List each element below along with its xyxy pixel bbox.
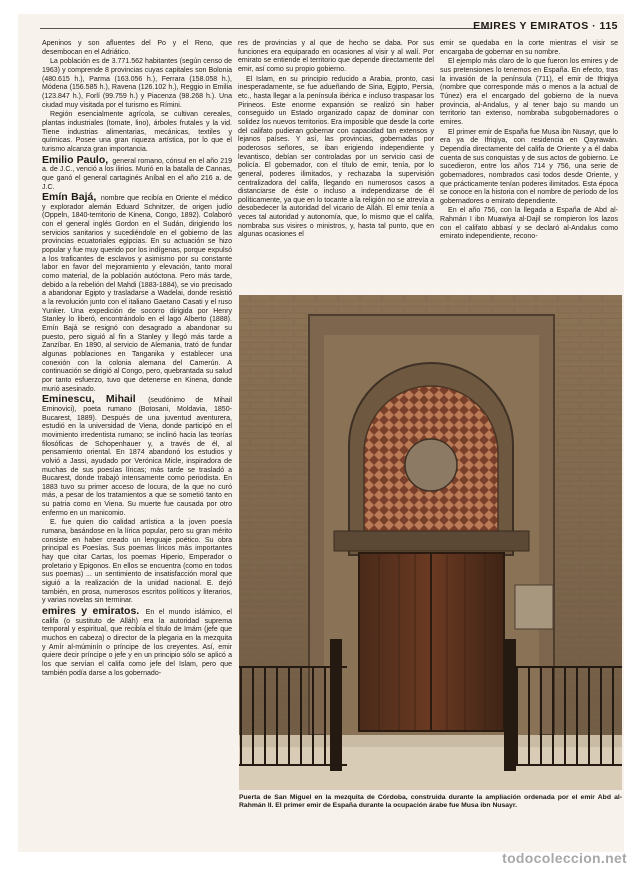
entry-heading-emin-baja: Emín Bajá, bbox=[42, 191, 97, 204]
emires-paragraph-5: El primer emir de España fue Musa ibn Nusayr, que lo era ya de Ifriqiya, con residencia en Qayrawán. Dependía directamente del califa de Oriente y a él daba cuenta de sus conquistas y de sus actos de gobierno. Le sucedieron, entre los años 714 y 756, una serie de gobernadores, nombrados casi todos desde Oriente, y que prácticamente tenían poderes ilimitados. Esta época se conoce en la historia con el nombre de período de los gobernadores o emirato dependiente. bbox=[440, 128, 618, 205]
header-rule bbox=[40, 28, 492, 29]
emires-paragraph-4: El ejemplo más claro de lo que fueron los emires y de sus pretensiones lo tenemos en España. En efecto, tras la invasión de la península (711), el emir de Ifriqiya (nombre que corresponde más o menos a la actual de Túnez) era el encargado del gobierno de la nueva provincia, al-Andalus, y al tener bajo su mando un territorio tan extenso, nombraba subgobernadores o emires. bbox=[440, 58, 618, 126]
encyclopedia-page bbox=[18, 14, 624, 852]
photo-caption: Puerta de San Miguel en la mezquita de Córdoba, construida durante la ampliación ordenada por el emir Abd al-Rahmán II. El primer emir de España durante la ocupación árabe fue Musa ibn Nusayr. bbox=[239, 794, 622, 810]
entry-text-emilio-paulo: general romano, cónsul en el año 219 a. de J.C., venció a los ilirios. Murió en la batalla de Cannas, que ganó el general cartaginés Aníbal en el año 216 a. de J.C. bbox=[42, 157, 232, 191]
emires-paragraph-6: En el año 756, con la llegada a España de Abd al-Rahmán I ibn Muawiya al-Dajil se rompieron los lazos con el califato abbasí y se declaró al-Andalus como emirato independiente, recono- bbox=[440, 207, 618, 241]
emilia-paragraph-2: La población es de 3.771.562 habitantes (según censo de 1963) y comprende 8 provincias cuyas capitales son Bolonia (480.615 h.), Parma (163.056 h.), Ferrara (158.058 h.), Módena (156.585 h.), Ravena (126.102 h.), Reggio in Emilia (123.847 h.), Forlí (99.759 h.) y Piacenza (98.268 h.). Una ciudad muy visitada por el turismo es Rímini. bbox=[42, 58, 232, 109]
entry-heading-eminescu: Eminescu, Mihail bbox=[42, 393, 136, 406]
emilia-paragraph-1: Apeninos y son afluentes del Po y el Reno, que desembocan en el Adriático. bbox=[42, 40, 232, 56]
entry-eminescu bbox=[42, 395, 232, 518]
eminescu-paragraph-2: E. fue quien dio calidad artística a la joven poesía rumana, basándose en la lírica popular, pero su gran mérito consiste en haber creado un lenguaje poético. Su obra principal es Poesías. Sus poemas líricos más importantes hay que citar Cartas, los poemas Hiperio, Emperador o proletario y Epigonos. En ellos se encuentra (como en todos sus poemas) ... un sentimiento de insatisfacción moral que siguió a la realización de la unidad nacional. E. dejó también, en prosa, numerosos escritos políticos y literarios, y varias novelas sin terminar. bbox=[42, 519, 232, 605]
mosque-door-photo bbox=[239, 295, 622, 790]
emires-paragraph-2: El Islam, en su principio reducido a Arabia, pronto, casi inesperadamente, se fue adueñando de Siria, Egipto, Persia, etc., hasta llegar a la península ibérica e incluso traspasar los Pirineos. Este enorme expansión se realizó sin haber conseguido un Estado organizado capaz de dominar con solidez los nuevos territorios. Era imposible que desde la corte del califato pudieran gobernar con capacidad tan extensos y lejanos países. Y así, las provincias, gobernadas por poderosos señores, se iban erigiendo independiente y levantisco, debían ser controladas por un servicio casi de policía. El gobernador, con el título de emir, tenía, por lo general, poderes ilimitados, y rechazaba la supervisión centralizadora del califa, llegando en numerosos casos a distanciarse de éste o incluso a independizarse de él políticamente, ya que en lo tocante a la religión no se atrevía a desobedecer la autoridad del vicario de Alláh. El emir tenía a veces tal autoridad y autonomía, que, lo mismo que el califa, nombraba sus visires o ministros, y, hasta tal punto, que en algunas ocasiones el bbox=[238, 75, 434, 239]
entry-text-emin-baja: nombre que recibía en Oriente el médico y explorador alemán Eduard Schnitzer, de origen judío (Oppeln, 1840-territorio de Kinena, Congo, 1892). Colaboró con el general inglés Gordon en el Sudán, dirigiendo los servicios sanitarios y sucediéndole en el gobierno de las provincias ecuatoriales egipcias. En su actuación se hizo popular y fue muy querido por los indígenas, porque expulsó a los traficantes de esclavos y asimismo por su constante labor en favor del mejoramiento y elevación, tanto moral como material, de la población autóctona. Pero más tarde, debido a la rebelión del Mahdi (1883-1884), se vio precisado a abandonar Egipto y trasladarse a Wadelai, donde resistió a la revolución junto con el italiano Gaetano Casati y el ruso Yunker. Una expedición de socorro dirigida por Henry Stanley lo liberó, encontrándolo en el lago Alberto (1888). Emín Bajá se resignó con desagrado a abandonar su puesto, pero siguió al fin a Stanley y llegó más tarde a Zanzíbar. En 1890, al servicio de Alemania, trató de fundar algunas poblaciones en Tanganika y establecer una conexión con la colonia alemana del Camerún. A continuación se dirigió al Congo, pero, quebrantada su salud por tanto esfuerzo, tuvo que detenerse en Kinena, donde murió asesinado. bbox=[42, 195, 232, 393]
entry-text-eminescu: (seudónimo de Mihail Eminovici), poeta rumano (Botosani, Moldavia, 1850-Bucarest, 1889). Después de una juventud aventurera, estudió en la universidad de Viena, donde participó en el movimiento irredentista rumano; se inclinó hacia las teorías filosóficas de Schopenhauer y, a través de él, al pensamiento oriental. En 1874 abandonó los estudios y volvió a Jassi, ayudado por Verónica Micle, inspiradora de muchas de sus poesías líricas; más tarde se trasladó a Bucarest, donde trabajó intensamente como periodista. En 1883 tuvo su primer acceso de locura, de la que no curó más, a pesar de los tratamientos a que se sometió tanto en su patria como en Viena. Su muerte fue causada por otro enfermo en un manicomio. bbox=[42, 397, 232, 517]
entry-heading-emires: emires y emiratos. bbox=[42, 605, 140, 617]
watermark: todocoleccion.net bbox=[502, 850, 627, 866]
emilia-paragraph-3: Región esencialmente agrícola, se cultivan cereales, plantas industriales (tomate, lino), árboles frutales y la vid. Tiene industrias alimentarias, mecánicas, textiles y químicas. Posee una gran riqueza artística, por lo que el turismo alcanza gran importancia. bbox=[42, 111, 232, 153]
column-3 bbox=[440, 40, 618, 243]
running-head: EMIRES Y EMIRATOS · 115 bbox=[473, 20, 618, 32]
emires-paragraph-1: res de provincias y al que de hecho se daba. Por sus funciones era equiparado en ocasiones al visir y al walí. Por emirato se entiende el territorio que depende directamente del emir, así como su propio gobierno. bbox=[238, 40, 434, 73]
emires-paragraph-3: emir se quedaba en la corte mientras el visir se encargaba de gobernar en su nombre. bbox=[440, 40, 618, 56]
entry-heading-emilio-paulo: Emilio Paulo, bbox=[42, 153, 109, 166]
page-header bbox=[18, 20, 624, 36]
puerta-san-miguel-illustration bbox=[239, 295, 622, 790]
column-1 bbox=[42, 40, 232, 679]
column-2 bbox=[238, 40, 434, 241]
entry-emin-baja bbox=[42, 193, 232, 394]
entry-emilio-paulo bbox=[42, 153, 232, 193]
entry-emires-y-emiratos bbox=[42, 607, 232, 678]
entry-text-emires: En el mundo islámico, el califa (o sustituto de Alláh) era la autoridad suprema temporal y espiritual, que recibía el título de Imám (jefe que muchos en cabeza) o director de la plegaria en la mezquita y Amír al-múminín o príncipe de los creyentes. Así, emir quiere decir príncipe o jefe y en un principio sólo se aplicó a los que servían el califa como jefe del Islam, pero que también podía darse a los gobernado- bbox=[42, 609, 232, 677]
